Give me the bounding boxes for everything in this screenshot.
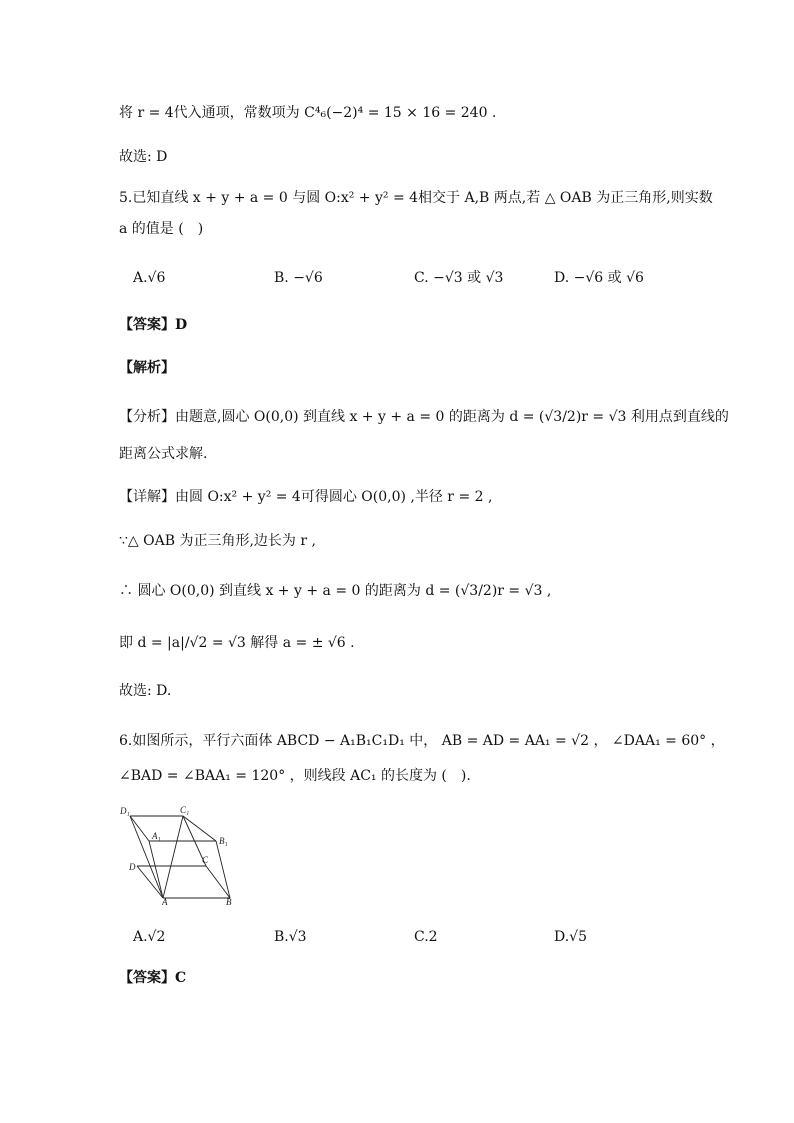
edge-c1-b1 bbox=[183, 816, 216, 841]
diagonal-a-c1 bbox=[163, 816, 183, 898]
q5-option-d: D. −√6 或 √6 bbox=[554, 270, 644, 286]
q5-detail-line2: ∵△ OAB 为正三角形,边长为 r , bbox=[119, 533, 316, 549]
parallelepiped-figure bbox=[118, 803, 238, 907]
label-b: B bbox=[226, 897, 232, 907]
label-c: C bbox=[202, 855, 209, 865]
label-c1: C₁ bbox=[180, 805, 190, 815]
q6-option-a: A.√2 bbox=[133, 929, 166, 945]
q6-option-c: C.2 bbox=[414, 929, 438, 945]
prev-choose-line: 故选: D bbox=[119, 149, 168, 165]
prev-substitute-line: 将 r = 4代入通项，常数项为 C⁴₆(−2)⁴ = 15 × 16 = 240 . bbox=[119, 105, 497, 121]
label-a: A bbox=[162, 897, 168, 907]
q5-stem-line2: a 的值是 ( ) bbox=[119, 221, 204, 237]
q6-option-b: B.√3 bbox=[274, 929, 307, 945]
q6-option-d: D.√5 bbox=[554, 929, 588, 945]
q5-option-a: A.√6 bbox=[133, 270, 166, 286]
q5-detail-line4: 即 d = |a|/√2 = √3 解得 a = ± √6 . bbox=[119, 635, 355, 651]
edge-d1-a bbox=[130, 816, 163, 898]
q5-detail-line1: 【详解】由圆 O:x² + y² = 4可得圆心 O(0,0) ,半径 r = 2 , bbox=[119, 489, 493, 505]
q6-stem-line2: ∠BAD = ∠BAA₁ = 120° ，则线段 AC₁ 的长度为 ( ). bbox=[119, 768, 471, 784]
label-d1: D₁ bbox=[120, 806, 130, 816]
q5-option-b: B. −√6 bbox=[274, 270, 323, 286]
label-a1: A₁ bbox=[152, 831, 161, 841]
q6-answer: 【答案】C bbox=[119, 970, 187, 986]
q5-option-c: C. −√3 或 √3 bbox=[414, 270, 504, 286]
edge-d1-a1 bbox=[130, 816, 149, 841]
q5-fenxi-line1: 【分析】由题意,圆心 O(0,0) 到直线 x + y + a = 0 的距离为 d = (√3/2)r = √3 利用点到直线的 bbox=[119, 409, 729, 425]
label-b1: B₁ bbox=[219, 836, 228, 846]
q5-answer: 【答案】D bbox=[119, 317, 188, 333]
q6-stem-line1: 6.如图所示，平行六面体 ABCD − A₁B₁C₁D₁ 中， AB = AD = AA₁ = √2 ， ∠DAA₁ = 60° ， bbox=[119, 733, 725, 749]
label-d: D bbox=[129, 862, 136, 872]
q5-fenxi-line2: 距离公式求解. bbox=[119, 446, 208, 462]
q5-choose-line: 故选: D. bbox=[119, 683, 172, 699]
q5-detail-line3: ∴ 圆心 O(0,0) 到直线 x + y + a = 0 的距离为 d = (√3/2)r = √3 , bbox=[119, 583, 552, 599]
edge-b1-b bbox=[216, 841, 230, 898]
q5-analysis-heading: 【解析】 bbox=[119, 360, 175, 376]
q5-stem-line1: 5.已知直线 x + y + a = 0 与圆 O:x² + y² = 4相交于 A,B 两点,若 △ OAB 为正三角形,则实数 bbox=[119, 190, 713, 206]
